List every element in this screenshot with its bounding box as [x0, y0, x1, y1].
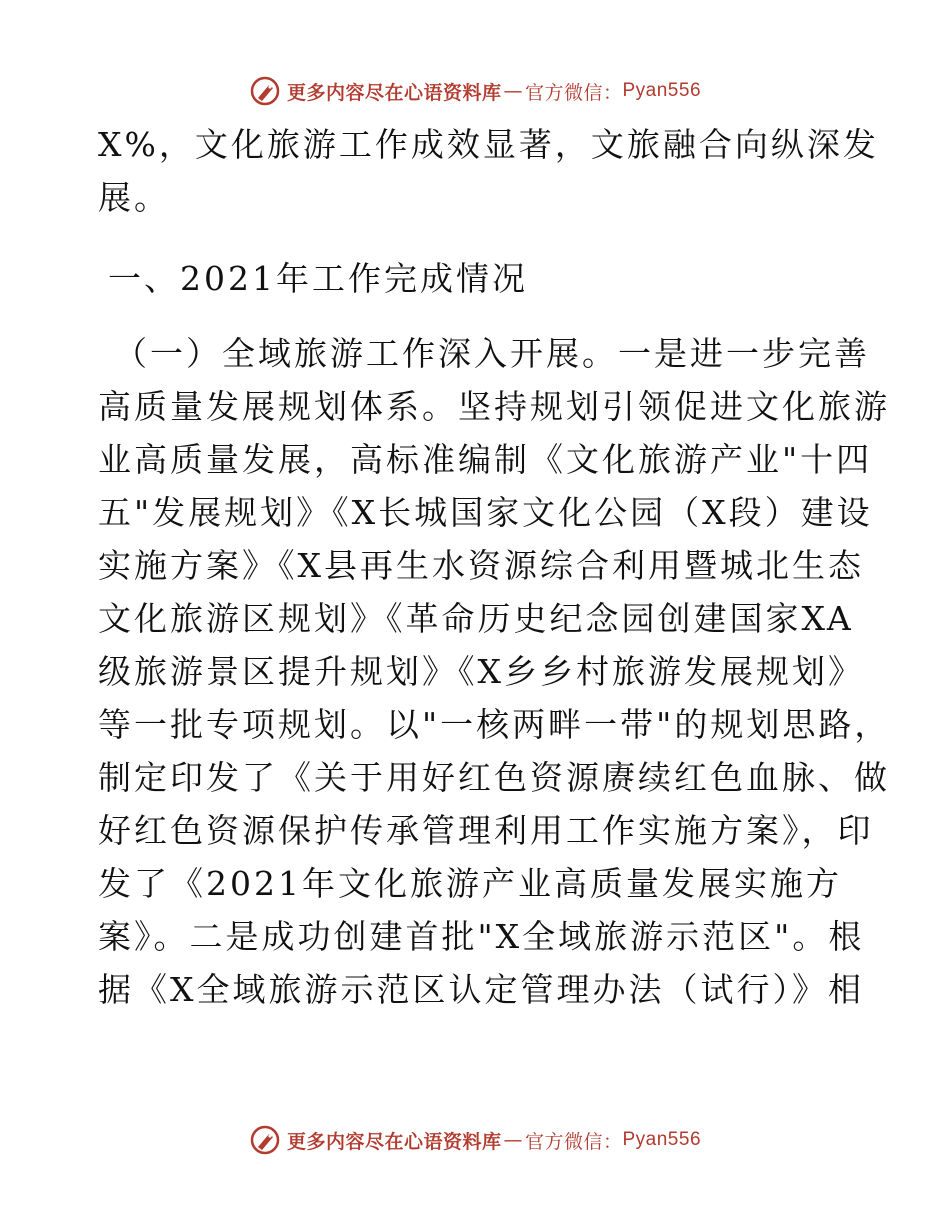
paragraph-line: 实施方案》《X县再生水资源综合利用暨城北生态 [98, 546, 864, 585]
watermark-account: Pyan556 [622, 1129, 702, 1150]
paragraph-line: 文化旅游区规划》《革命历史纪念园创建国家XA [98, 599, 854, 638]
paragraph-line: 据《X全域旅游示范区认定管理办法（试行）》相 [98, 970, 864, 1009]
pen-nib-logo-icon [249, 1124, 281, 1156]
paragraph-line: 案》。二是成功创建首批"X全域旅游示范区"。根 [98, 917, 865, 956]
paragraph-line: 等一批专项规划。以"一核两畔一带"的规划思路， [98, 705, 891, 744]
pen-nib-logo-icon [249, 75, 281, 107]
section-heading: 一、2021年工作完成情况 [108, 259, 528, 298]
header-watermark [0, 71, 950, 111]
document-body [98, 118, 891, 1016]
watermark-tagline: 更多内容尽在心语资料库 [286, 81, 502, 104]
intro-line: X%，文化旅游工作成效显著，文旅融合向纵深发 [98, 125, 879, 164]
watermark-official: 官方微信： [524, 81, 623, 104]
watermark-official: 官方微信： [524, 1130, 623, 1153]
watermark-dash: — [503, 1129, 523, 1151]
watermark-dash: — [503, 80, 523, 102]
paragraph-line: 五"发展规划》《X长城国家文化公园（X段）建设 [98, 493, 873, 532]
intro-line: 展。 [98, 178, 170, 217]
paragraph-line: （一）全域旅游工作深入开展。一是进一步完善 [114, 334, 870, 373]
paragraph-line: 级旅游景区提升规划》《X乡乡村旅游发展规划》 [98, 652, 864, 691]
paragraph-line: 业高质量发展，高标准编制《文化旅游产业"十四 [98, 440, 873, 479]
paragraph-line: 发了《2021年文化旅游产业高质量发展实施方 [98, 864, 842, 903]
paragraph-line: 好红色资源保护传承管理利用工作实施方案》，印 [98, 811, 874, 850]
paragraph-line: 高质量发展规划体系。坚持规划引领促进文化旅游 [98, 387, 890, 426]
watermark-account: Pyan556 [622, 80, 702, 101]
paragraph-line: 制定印发了《关于用好红色资源赓续红色血脉、做 [98, 758, 890, 797]
footer-watermark [0, 1120, 950, 1160]
watermark-tagline: 更多内容尽在心语资料库 [286, 1130, 502, 1153]
